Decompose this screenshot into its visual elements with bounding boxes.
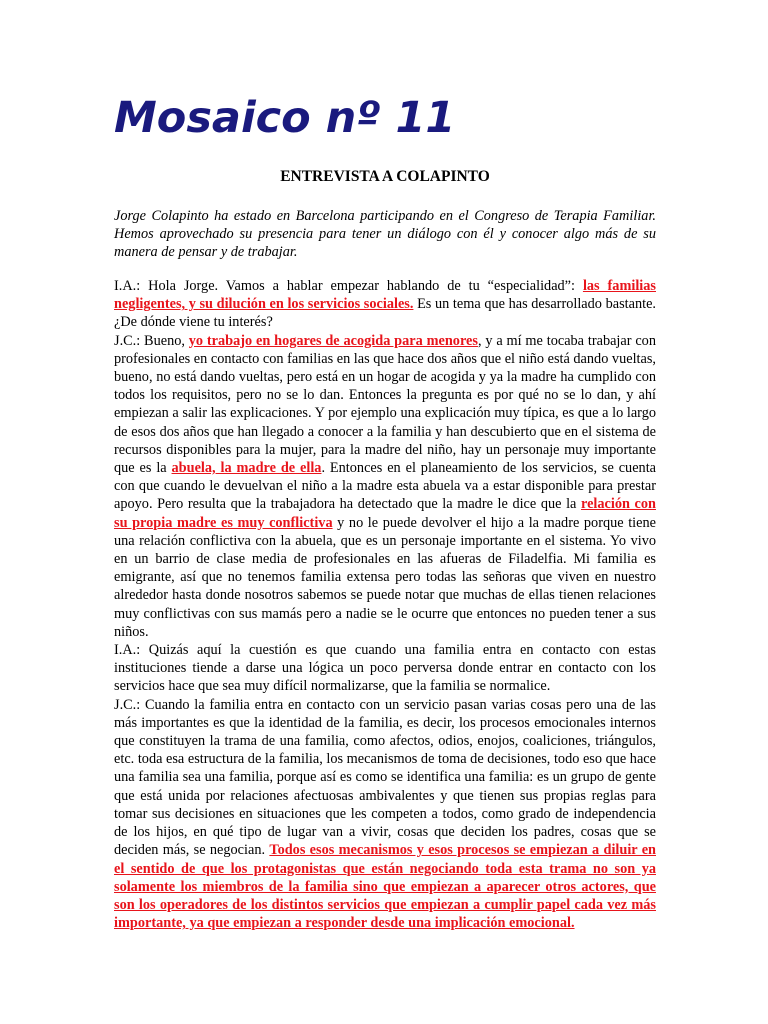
paragraph-text: J.C.: Bueno,: [114, 332, 189, 349]
interview-body: [114, 277, 656, 932]
highlighted-phrase: abuela, la madre de ella: [171, 460, 322, 477]
highlighted-phrase: relación con su propia madre es muy conflictiva: [114, 496, 656, 531]
paragraph-answer-2: [114, 696, 656, 933]
highlighted-phrase: Todos esos mecanismos y esos procesos se empiezan a diluir en el sentido de que los protagonistas que están negociando toda esta trama no son ya solamente los miembros de la familia sino que empiezan a aparecer otros actores, que son los operadores de los distintos servicios que empiezan a cumplir papel cada vez más importante, ya que empiezan a responder desde una implicación emocional.: [114, 842, 656, 932]
paragraph-text: I.A.: Hola Jorge. Vamos a hablar empezar hablando de tu “especialidad”:: [114, 278, 583, 294]
paragraph-text: Es un tema que has desarrollado bastante. ¿De dónde viene tu interés?: [114, 296, 656, 331]
paragraph-text: y no le puede devolver el hijo a la madre porque tiene una relación conflictiva con la abuela, que es un personaje importante en el sistema. Yo vivo en un barrio de clase media de profesionales en las afueras de Filadelfia. Mi familia es emigrante, así que no tenemos familia extensa pero todas las señoras que viven en nuestro alrededor hasta donde nosotros sabemos se puede notar que muchas de ellas tienen relaciones muy conflictivas con sus mamás pero a nadie se le ocurre que entonces no pueden tener a sus niños.: [114, 514, 656, 640]
paragraph-text: J.C.: Cuando la familia entra en contacto con un servicio pasan varias cosas pero una de las más importantes es que la identidad de la familia, es decir, los procesos emocionales internos que constituyen la trama de una familia, como afectos, odios, enojos, coaliciones, triángulos, etc. toda esa estructura de la familia, los mecanismos de toma de decisiones, todo eso que hace una familia sea una familia, porque así es como se identifica una familia: es un grupo de gente que está unida por relaciones afectuosas ambivalentes y que tienen sus propias reglas para tomar sus decisiones en situaciones que les competen a todos, como grado de independencia de los hijos, en qué tipo de lugar van a vivir, cosas que deciden los padres, cosas que se deciden más, se negocian.: [114, 696, 656, 859]
paragraph-text: . Entonces en el planeamiento de los servicios, se cuenta con que cuando le devuelvan el niño a la madre esta abuela va a estar disponible para prestar apoyo. Pero resulta que la trabajadora ha detectado que la madre le dice que la: [114, 460, 657, 513]
document-subtitle: ENTREVISTA A COLAPINTO: [280, 168, 490, 185]
paragraph-text: , y a mí me tocaba trabajar con profesionales en contacto con familias en las que hace dos años que el niño está dando vueltas, bueno, no está dando vueltas, pero está en un hogar de acogida y ya la madre ha cumplido con todos los requisitos, pero no se lo dan. Entonces la pregunta es por qué no se lo dan, y ahí empiezan a salir las explicaciones. Y por ejemplo una explicación muy típica, es que a lo largo de esos dos años que han llegado a conocer a la familia y han descubierto que en el sistema de recursos disponibles para la mujer, para la madre del niño, hay un personaje muy importante que es la: [114, 332, 656, 477]
paragraph-text: I.A.: Quizás aquí la cuestión es que cuando una familia entra en contacto con estas instituciones tiende a darse una lógica un poco perversa donde entrar en contacto con los servicios hace que sea muy difícil normalizarse, que la familia se normalice.: [114, 642, 656, 695]
document-title: Mosaico nº 11: [114, 93, 456, 143]
paragraph-question-1: [114, 277, 656, 332]
highlighted-phrase: las familias negligentes, y su dilución en los servicios sociales.: [114, 278, 656, 313]
highlighted-phrase: yo trabajo en hogares de acogida para menores: [188, 332, 478, 349]
paragraph-question-2: [114, 641, 656, 696]
paragraph-answer-1: [114, 332, 656, 641]
intro-paragraph: Jorge Colapinto ha estado en Barcelona participando en el Congreso de Terapia Familiar. Hemos aprovechado su presencia para tener un diálogo con él y conocer algo más de su manera de pensar y de trabajar.: [114, 208, 656, 260]
